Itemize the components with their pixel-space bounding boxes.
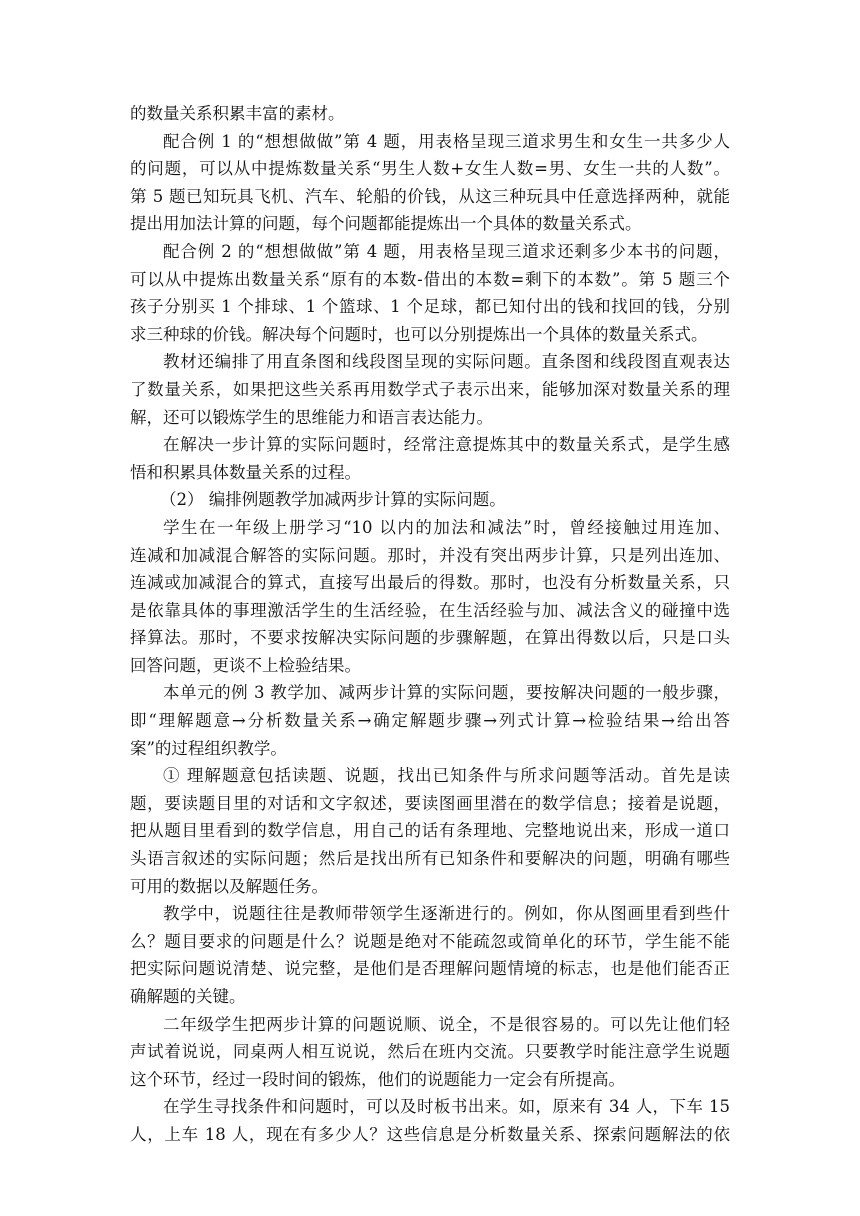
text-line: 人，上车 18 人，现在有多少人？这些信息是分析数量关系、探索问题解法的依	[130, 1124, 730, 1144]
text-line: 题，要读题目里的对话和文字叙述，要读图画里潜在的数学信息；接着是说题，	[130, 793, 730, 813]
text-line: 可以从中提炼出数量关系“原有的本数-借出的本数=剩下的本数”。第 5 题三个	[130, 269, 730, 289]
text-line: 把实际问题说清楚、说完整，是他们是否理解问题情境的标志，也是他们能否正	[130, 959, 730, 979]
text-line: 择算法。那时，不要求按解决实际问题的步骤解题，在算出得数以后，只是口头	[130, 628, 730, 648]
text-line: 本单元的例 3 教学加、减两步计算的实际问题，要按解决问题的一般步骤，	[163, 683, 730, 703]
text-line: 案”的过程组织教学。	[130, 738, 287, 758]
text-line: 的数量关系积累丰富的素材。	[130, 104, 345, 123]
text-line: 头语言叙述的实际问题；然后是找出所有已知条件和要解决的问题，明确有哪些	[130, 849, 730, 869]
text-line: 解，还可以锻炼学生的思维能力和语言表达能力。	[130, 407, 493, 427]
text-line: 在解决一步计算的实际问题时，经常注意提炼其中的数量关系式，是学生感	[163, 435, 730, 455]
text-line: 提出用加法计算的问题，每个问题都能提炼出一个具体的数量关系式。	[130, 214, 642, 234]
text-line: 求三种球的价钱。解决每个问题时，也可以分别提炼出一个具体的数量关系式。	[130, 324, 708, 344]
text-line: 在学生寻找条件和问题时，可以及时板书出来。如，原来有 34 人，下车 15	[163, 1097, 730, 1117]
text-line: 是依靠具体的事理激活学生的生活经验，在生活经验与加、减法含义的碰撞中选	[130, 600, 730, 620]
text-line: 了数量关系，如果把这些关系再用数学式子表示出来，能够加深对数量关系的理	[130, 379, 730, 399]
text-line: 的问题，可以从中提炼数量关系“男生人数+女生人数=男、女生一共的人数”。	[130, 159, 730, 179]
text-line: 确解题的关键。	[130, 987, 246, 1006]
text-line: 即“理解题意→分析数量关系→确定解题步骤→列式计算→检验结果→给出答	[130, 711, 730, 731]
text-line: 连减或加减混合的算式，直接写出最后的得数。那时，也没有分析数量关系，只	[130, 573, 730, 593]
text-line: 连减和加减混合解答的实际问题。那时，并没有突出两步计算，只是列出连加、	[130, 545, 730, 565]
text-line: 第 5 题已知玩具飞机、汽车、轮船的价钱，从这三种玩具中任意选择两种，就能	[130, 186, 730, 206]
text-line: 把从题目里看到的数学信息，用自己的话有条理地、完整地说出来，形成一道口	[130, 821, 730, 841]
text-line: 声试着说说，同桌两人相互说说，然后在班内交流。只要教学时能注意学生说题	[130, 1042, 730, 1062]
text-line: 二年级学生把两步计算的问题说顺、说全，不是很容易的。可以先让他们轻	[163, 1014, 730, 1034]
text-line: 这个环节，经过一段时间的锻炼，他们的说题能力一定会有所提高。	[130, 1069, 625, 1089]
text-line: 学生在一年级上册学习“10 以内的加法和减法”时，曾经接触过用连加、	[163, 517, 730, 537]
text-line: 么？题目要求的问题是什么？说题是绝对不能疏忽或简单化的环节，学生能不能	[130, 931, 730, 951]
text-line: 教材还编排了用直条图和线段图呈现的实际问题。直条图和线段图直观表达	[163, 352, 730, 372]
document-page	[130, 100, 730, 1149]
text-line: 可用的数据以及解题任务。	[130, 876, 328, 896]
text-line: 悟和积累具体数量关系的过程。	[130, 462, 361, 482]
text-line: ① 理解题意包括读题、说题，找出已知条件与所求问题等活动。首先是读	[163, 766, 730, 786]
text-line: 孩子分别买 1 个排球、1 个篮球、1 个足球，都已知付出的钱和找回的钱，分别	[130, 297, 730, 317]
text-line: 配合例 1 的“想想做做”第 4 题，用表格呈现三道求男生和女生一共多少人	[163, 131, 730, 151]
text-line: 回答问题，更谈不上检验结果。	[130, 655, 361, 675]
text-line: （2） 编排例题教学加减两步计算的实际问题。	[160, 490, 506, 510]
text-line: 配合例 2 的“想想做做”第 4 题，用表格呈现三道求还剩多少本书的问题，	[163, 241, 730, 261]
text-line: 教学中，说题往往是教师带领学生逐渐进行的。例如，你从图画里看到些什	[163, 904, 730, 924]
